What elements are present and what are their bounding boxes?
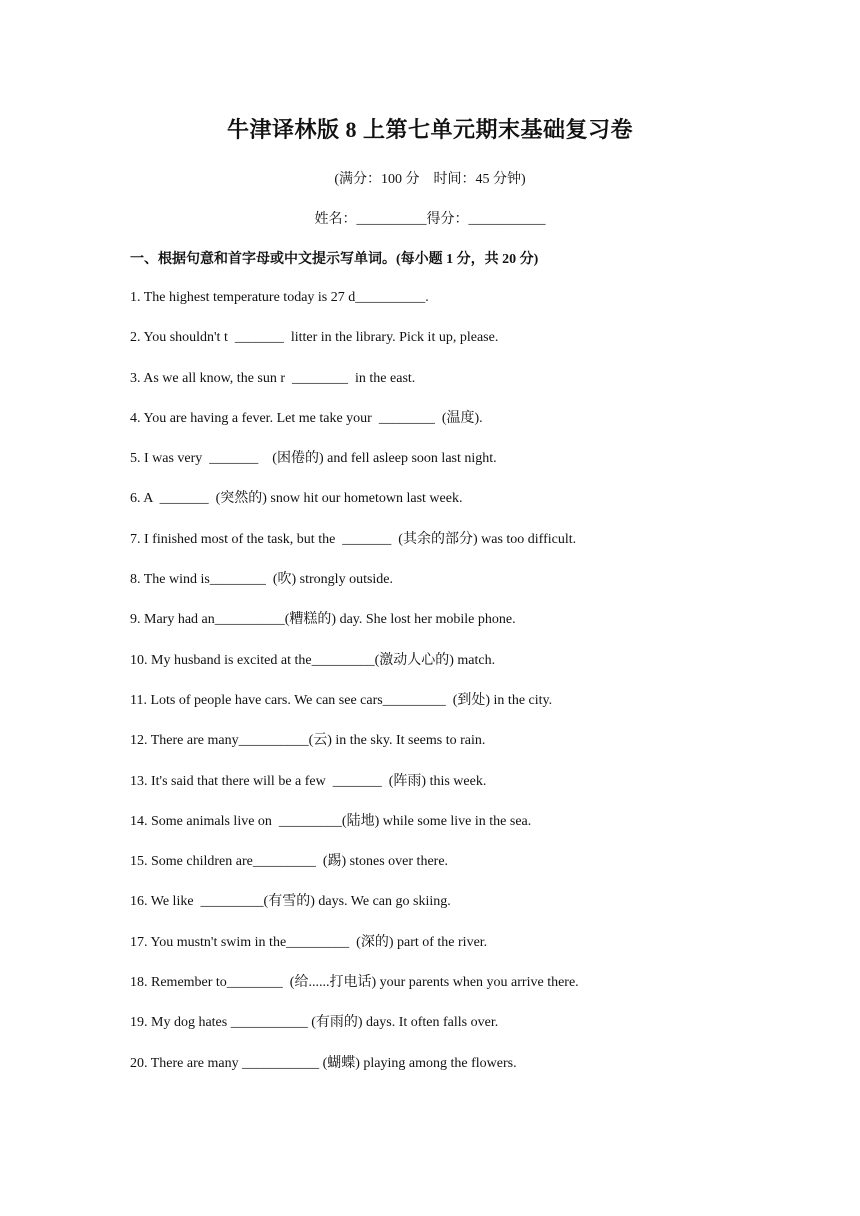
question-item: 5. I was very _______ (困倦的) and fell asleep soon last night. — [130, 451, 497, 467]
question-item: 11. Lots of people have cars. We can see cars_________ (到处) in the city. — [130, 692, 553, 708]
question-item: 14. Some animals live on _________(陆地) while some live in the sea. — [130, 813, 532, 829]
question-item: 2. You shouldn't t _______ litter in the library. Pick it up, please. — [130, 330, 499, 346]
question-item: 6. A _______ (突然的) snow hit our hometown last week. — [130, 491, 463, 507]
question-list — [130, 289, 750, 1095]
question-item: 1. The highest temperature today is 27 d__________. — [130, 290, 429, 305]
exam-info: (满分：100 分 时间：45 分钟) — [334, 172, 526, 187]
question-item: 15. Some children are_________ (踢) stones over there. — [130, 854, 449, 870]
question-item: 13. It's said that there will be a few _______ (阵雨) this week. — [130, 773, 487, 789]
question-item: 8. The wind is________ (吹) strongly outside. — [130, 572, 394, 588]
question-item: 10. My husband is excited at the_________(激动人心的) match. — [130, 652, 496, 668]
section-heading: 一、根据句意和首字母或中文提示写单词。(每小题 1 分，共 20 分) — [130, 252, 539, 267]
question-item: 9. Mary had an__________(糟糕的) day. She lost her mobile phone. — [130, 612, 516, 628]
question-item: 3. As we all know, the sun r ________ in the east. — [130, 370, 416, 386]
name-score-line: 姓名：__________得分：___________ — [314, 212, 546, 227]
question-item: 18. Remember to________ (给......打电话) your parents when you arrive there. — [130, 975, 579, 991]
question-item: 12. There are many__________(云) in the sky. It seems to rain. — [130, 733, 486, 749]
question-item: 19. My dog hates ___________ (有雨的) days. It often falls over. — [130, 1015, 499, 1031]
question-item: 16. We like _________(有雪的) days. We can go skiing. — [130, 894, 451, 910]
document-title: 牛津译林版 8 上第七单元期末基础复习卷 — [226, 117, 633, 142]
question-item: 20. There are many ___________ (蝴蝶) playing among the flowers. — [130, 1055, 517, 1071]
question-item: 17. You mustn't swim in the_________ (深的) part of the river. — [130, 934, 488, 950]
question-item: 7. I finished most of the task, but the _______ (其余的部分) was too difficult. — [130, 531, 577, 547]
question-item: 4. You are having a fever. Let me take your ________ (温度). — [130, 410, 483, 426]
